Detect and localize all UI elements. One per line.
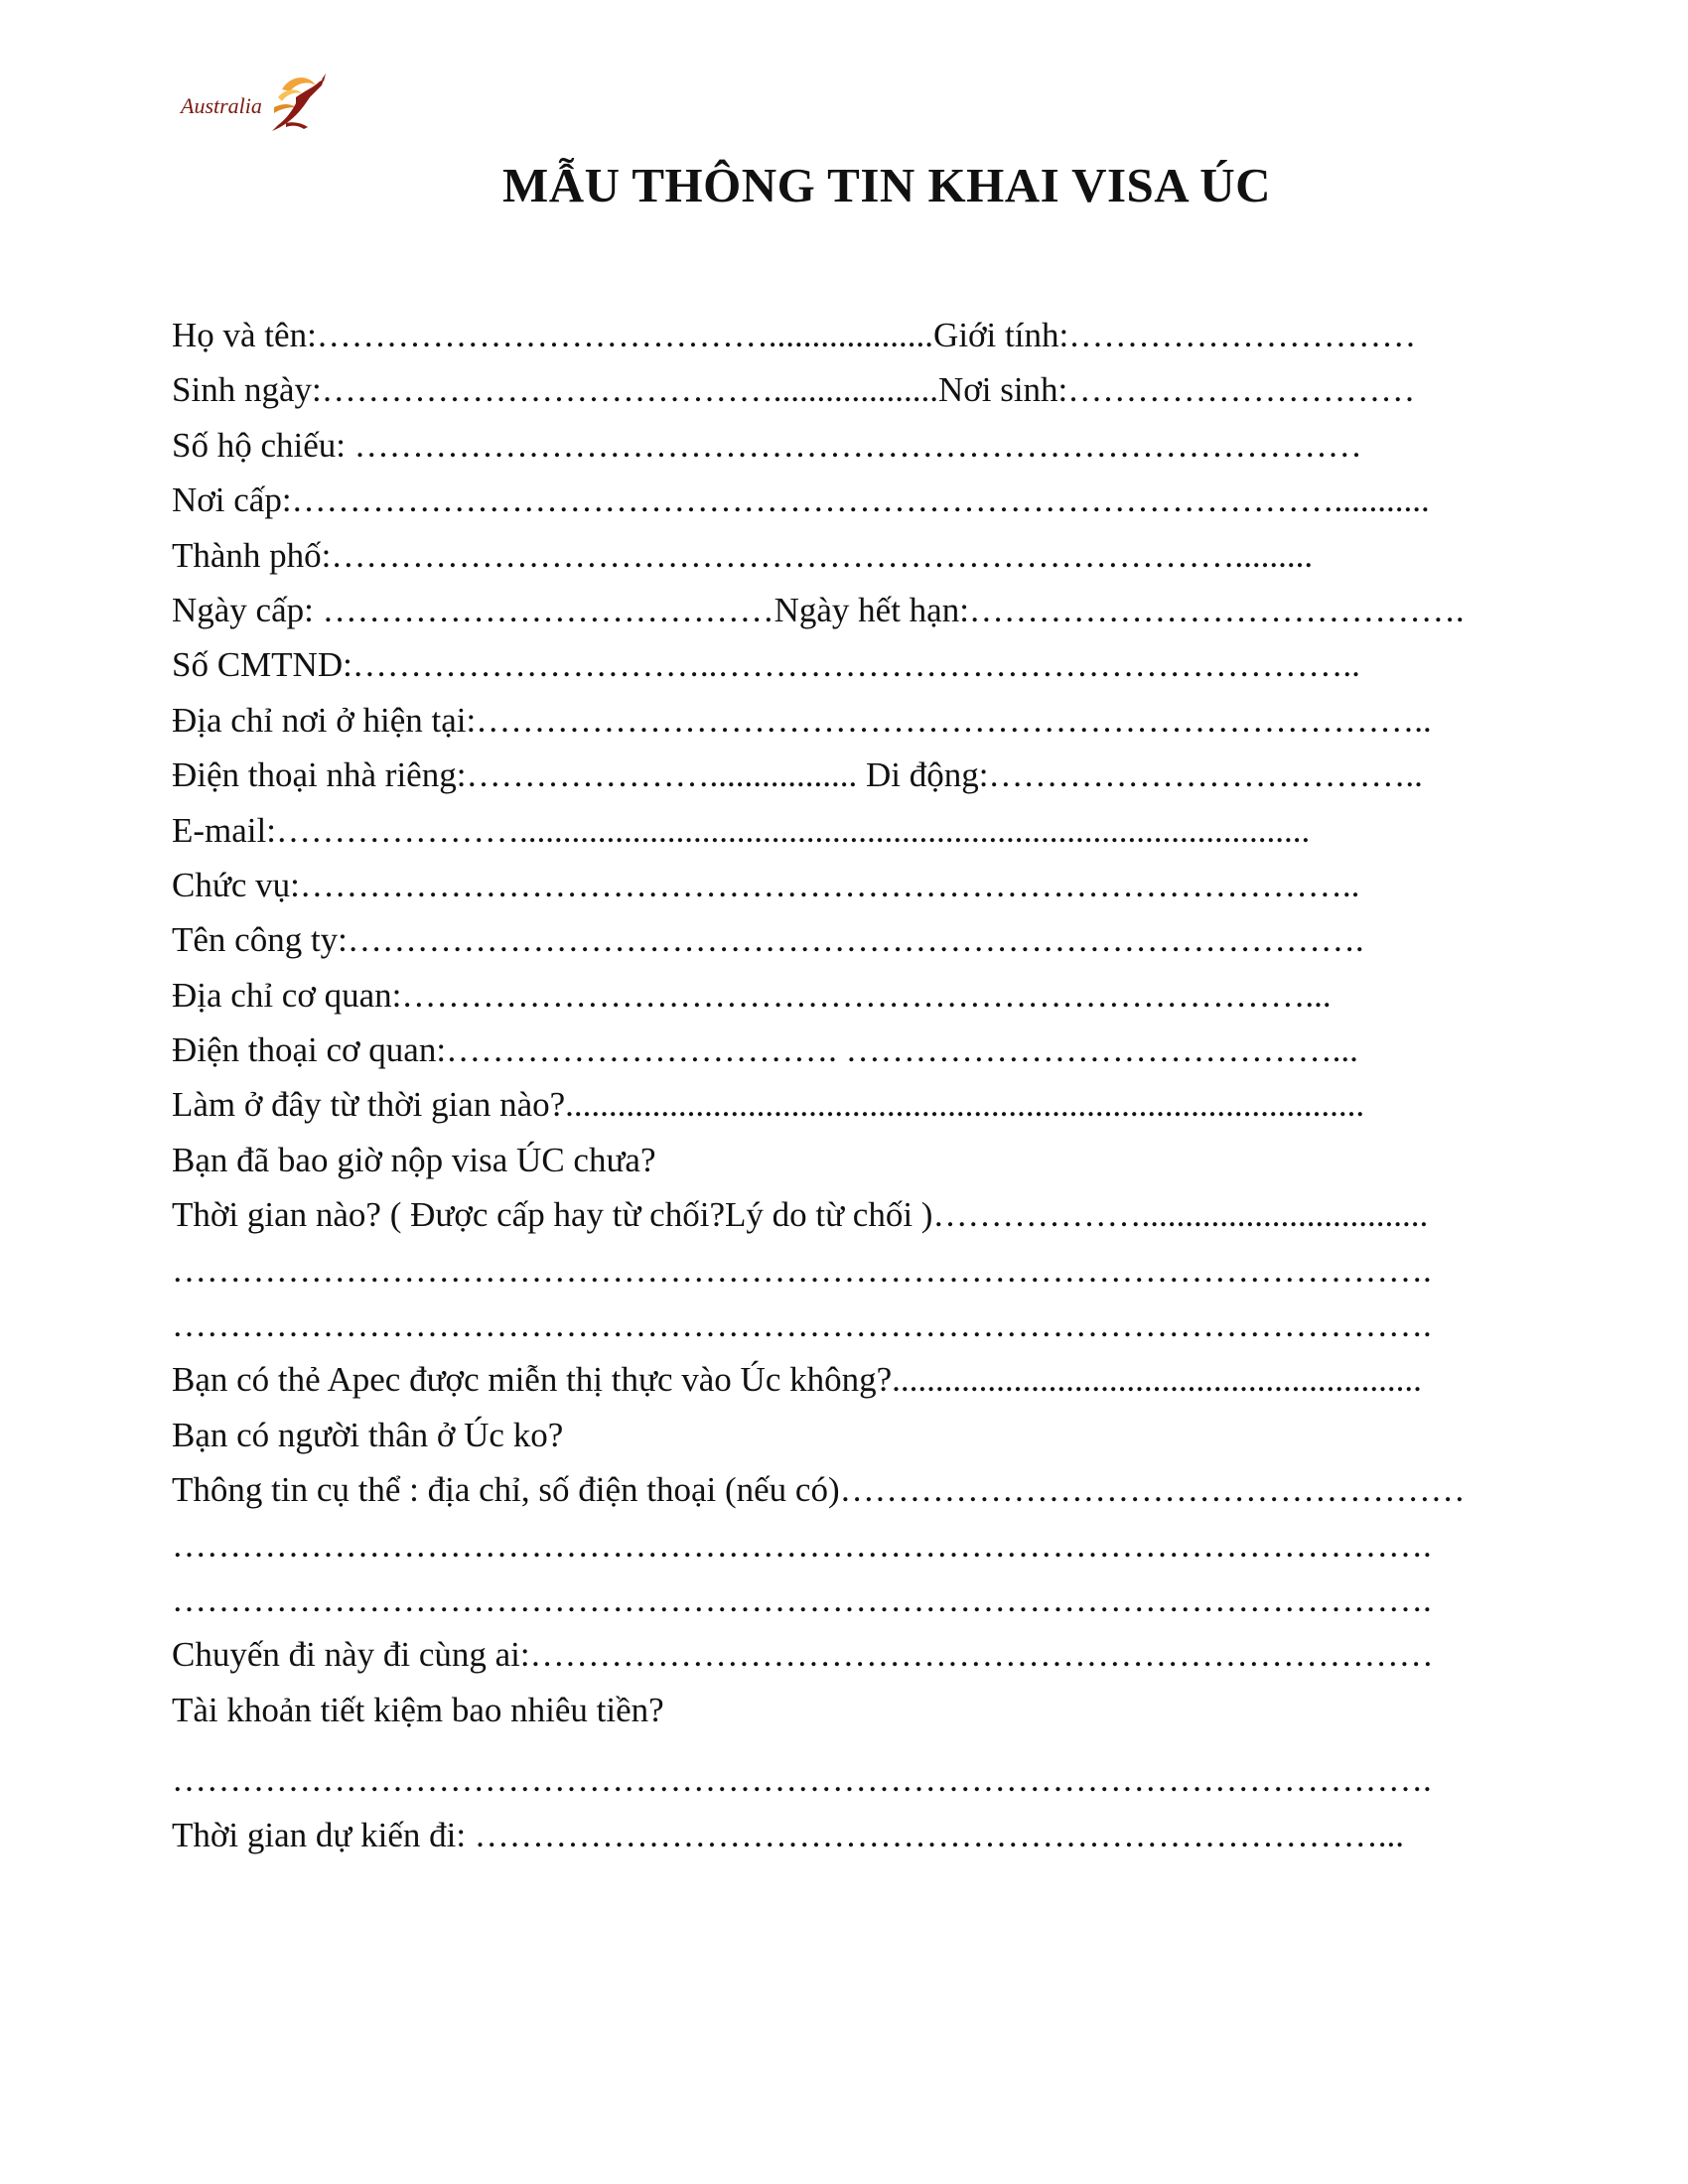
svg-text:Australia: Australia — [181, 93, 262, 118]
form-line-savings-question: Tài khoản tiết kiệm bao nhiêu tiền? — [172, 1690, 664, 1729]
form-line-company-address[interactable]: Địa chỉ cơ quan:……………………………………………………………………... — [172, 975, 1332, 1015]
form-line-previous-visa-question: Bạn đã bao giờ nộp visa ÚC chưa? — [172, 1140, 656, 1179]
form-line-passport-number[interactable]: Số hộ chiếu: …………………………………………………………………………… — [172, 425, 1362, 465]
form-line-employment-start[interactable]: Làm ở đây từ thời gian nào?............................................................................................ — [172, 1085, 1365, 1125]
form-line-full-name-gender[interactable]: Họ và tên:…………………………………...................Giới tính:………………………… — [172, 316, 1417, 354]
form-line-position[interactable]: Chức vụ:……………………………………………………………………………….. — [172, 865, 1360, 904]
form-line-expected-departure[interactable]: Thời gian dự kiến đi: ……………………………………………………………………... — [172, 1815, 1405, 1854]
form-line-birth-date-place[interactable]: Sinh ngày:…………………………………...................Nơi sinh:………………………… — [172, 370, 1416, 410]
form-line-company-name[interactable]: Tên công ty:……………………………………………………………………………. — [172, 920, 1364, 960]
form-line-apec-card[interactable]: Bạn có thẻ Apec được miễn thị thực vào Úc không?............................................................. — [172, 1360, 1422, 1400]
form-line-blank[interactable]: ………………………………………………………………………………………………. — [172, 1525, 1432, 1565]
form-line-id-card-number[interactable]: Số CMTND:…………………………..……………………………………………….. — [172, 645, 1360, 685]
australia-logo — [179, 68, 328, 137]
form-line-relatives-details[interactable]: Thông tin cụ thể : địa chỉ, số điện thoại (nếu có)……………………………………………… — [172, 1470, 1466, 1510]
form-line-current-address[interactable]: Địa chỉ nơi ở hiện tại:……………………………………………………………………….. — [172, 700, 1432, 740]
form-line-issue-expiry-date[interactable]: Ngày cấp: …………………………………Ngày hết hạn:……………………………………. — [172, 590, 1465, 629]
page-title: MẪU THÔNG TIN KHAI VISA ÚC — [501, 158, 1271, 212]
form-line-email[interactable]: E-mail:…………………........................................................................................... — [172, 810, 1311, 850]
form-line-company-phone[interactable]: Điện thoại cơ quan:……………………………. ……………………………………... — [172, 1030, 1358, 1070]
form-line-blank[interactable]: ………………………………………………………………………………………………. — [172, 1760, 1432, 1800]
visa-info-form — [172, 308, 1582, 1862]
form-line-previous-visa-details[interactable]: Thời gian nào? ( Được cấp hay từ chối?Lý do từ chối )………………................................. — [172, 1195, 1429, 1235]
form-line-home-mobile-phone[interactable]: Điện thoại nhà riêng:…………………................. Di động:……………………………….. — [172, 755, 1423, 795]
form-line-place-of-issue[interactable]: Nơi cấp:………………………………………………………………………………........... — [172, 480, 1430, 520]
form-line-travel-companion[interactable]: Chuyến đi này đi cùng ai:…………………………………………………………………… — [172, 1635, 1434, 1675]
kangaroo-logo-icon — [179, 68, 328, 137]
form-line-city[interactable]: Thành phố:……………………………………………………………………......... — [172, 535, 1314, 575]
form-line-blank[interactable]: ………………………………………………………………………………………………. — [172, 1305, 1432, 1345]
form-line-blank[interactable]: ………………………………………………………………………………………………. — [172, 1579, 1432, 1619]
form-line-relatives-question: Bạn có người thân ở Úc ko? — [172, 1415, 564, 1454]
form-line-blank[interactable]: ………………………………………………………………………………………………. — [172, 1250, 1432, 1290]
